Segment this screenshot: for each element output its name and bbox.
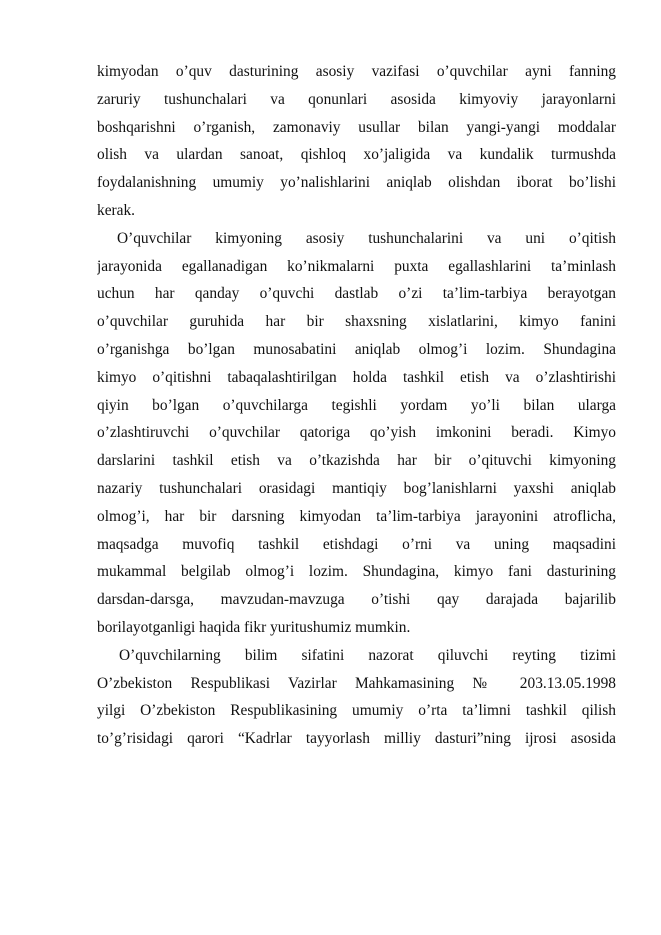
text-line: O’quvchilar kimyoning asosiy tushunchalarini va uni o’qitish [117, 229, 616, 247]
text-line: kerak. [97, 201, 136, 219]
paragraph-1 [97, 58, 616, 225]
text-line: to’g’risidagi qarori “Kadrlar tayyorlash milliy dasturi”ning ijrosi asosida [97, 730, 616, 748]
body-text [97, 58, 616, 753]
text-line: O’zbekiston Respublikasi Vazirlar Mahkamasining № 203.13.05.1998 [97, 674, 616, 692]
text-line: darsdan-darsga, mavzudan-mavzuga o’tishi qay darajada bajarilib [97, 591, 616, 609]
text-line: kimyo o’qitishni tabaqalashtirilgan holda tashkil etish va o’zlashtirishi [97, 368, 616, 386]
text-line: jarayonida egallanadigan ko’nikmalarni puxta egallashlarini ta’minlash [97, 257, 616, 275]
text-line: O’quvchilarning bilim sifatini nazorat qiluvchi reyting tizimi [119, 646, 616, 664]
text-line: yilgi O’zbekiston Respublikasining umumiy o’rta ta’limni tashkil qilish [97, 702, 616, 720]
text-line: kimyodan o’quv dasturining asosiy vazifasi o’quvchilar ayni fanning [97, 63, 616, 80]
text-line: olmog’i, har bir darsning kimyodan ta’lim-tarbiya jarayonini atroflicha, [97, 507, 616, 525]
text-line: o’zlashtiruvchi o’quvchilar qatoriga qo’yish imkonini beradi. Kimyo [97, 424, 616, 442]
text-line: mukammal belgilab olmog’i lozim. Shundagina, kimyo fani dasturining [97, 563, 616, 581]
text-line: zaruriy tushunchalari va qonunlari asosida kimyoviy jarayonlarni [97, 90, 616, 108]
text-line: olish va ulardan sanoat, qishloq xo’jaligida va kundalik turmushda [97, 146, 616, 164]
paragraph-3 [97, 642, 616, 753]
text-line: maqsadga muvofiq tashkil etishdagi o’rni va uning maqsadini [97, 535, 616, 553]
text-line: qiyin bo’lgan o’quvchilarga tegishli yordam yo’li bilan ularga [97, 396, 616, 414]
text-line: nazariy tushunchalari orasidagi mantiqiy bog’lanishlarni yaxshi aniqlab [97, 479, 616, 497]
text-line: borilayotganligi haqida fikr yuritushumiz mumkin. [97, 618, 411, 636]
text-line: o’quvchilar guruhida har bir shaxsning xislatlarini, kimyo fanini [97, 313, 616, 331]
paragraph-2 [97, 225, 616, 642]
text-line: foydalanishning umumiy yo’nalishlarini aniqlab olishdan iborat bo’lishi [97, 174, 616, 192]
text-line: boshqarishni o’rganish, zamonaviy usullar bilan yangi-yangi moddalar [97, 118, 616, 136]
text-line: o’rganishga bo’lgan munosabatini aniqlab olmog’i lozim. Shundagina [97, 340, 616, 358]
text-line: uchun har qanday o’quvchi dastlab o’zi ta’lim-tarbiya berayotgan [97, 285, 616, 303]
text-line: darslarini tashkil etish va o’tkazishda har bir o’qituvchi kimyoning [97, 452, 616, 470]
